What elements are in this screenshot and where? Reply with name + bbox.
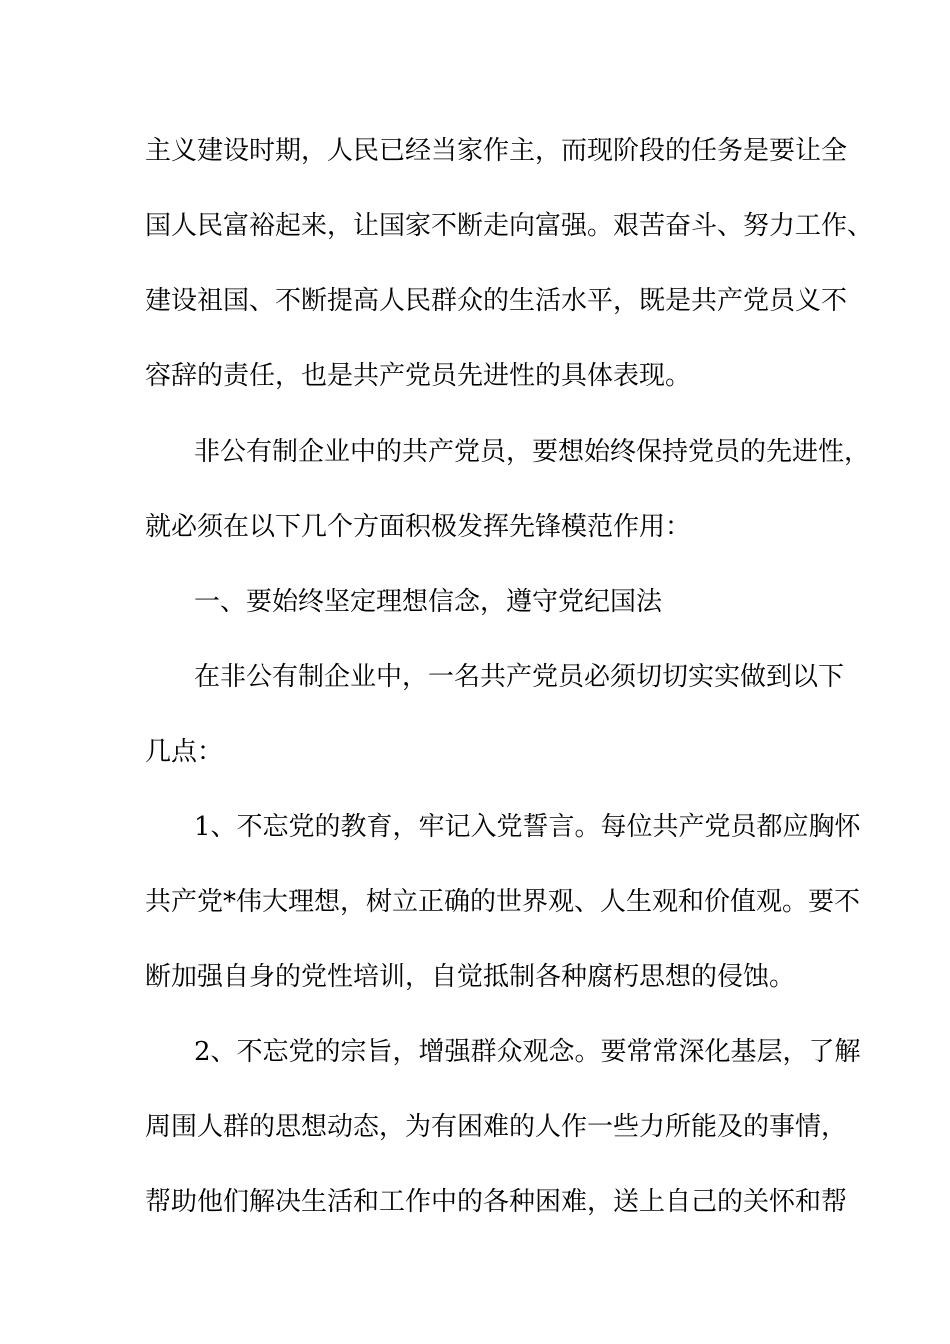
- text-line: 建设祖国、不断提高人民群众的生活水平，既是共产党员义不: [145, 286, 848, 316]
- text-line: 周围人群的思想动态，为有困难的人作一些力所能及的事情，: [145, 1112, 848, 1142]
- text-line: 主义建设时期，人民已经当家作主，而现阶段的任务是要让全: [145, 136, 848, 166]
- text-line: 几点：: [145, 737, 224, 767]
- text-line: 就必须在以下几个方面积极发挥先锋模范作用：: [145, 512, 692, 542]
- list-item-1-start: 1、不忘党的教育，牢记入党誓言。每位共产党员都应胸怀: [194, 812, 861, 842]
- paragraph-start-line: 非公有制企业中的共产党员，要想始终保持党员的先进性，: [194, 437, 871, 467]
- text-line: 国人民富裕起来，让国家不断走向富强。艰苦奋斗、努力工作、: [145, 211, 874, 241]
- text-line: 共产党*伟大理想，树立正确的世界观、人生观和价值观。要不: [145, 887, 861, 917]
- text-line: 断加强自身的党性培训，自觉抵制各种腐朽思想的侵蚀。: [145, 962, 796, 992]
- list-item-2-start: 2、不忘党的宗旨，增强群众观念。要常常深化基层，了解: [194, 1037, 861, 1067]
- text-line: 帮助他们解决生活和工作中的各种困难，送上自己的关怀和帮: [145, 1187, 848, 1217]
- text-line: 容辞的责任，也是共产党员先进性的具体表现。: [145, 361, 692, 391]
- section-heading: 一、要始终坚定理想信念，遵守党纪国法: [194, 587, 663, 617]
- paragraph-start-line: 在非公有制企业中，一名共产党员必须切切实实做到以下: [194, 662, 845, 692]
